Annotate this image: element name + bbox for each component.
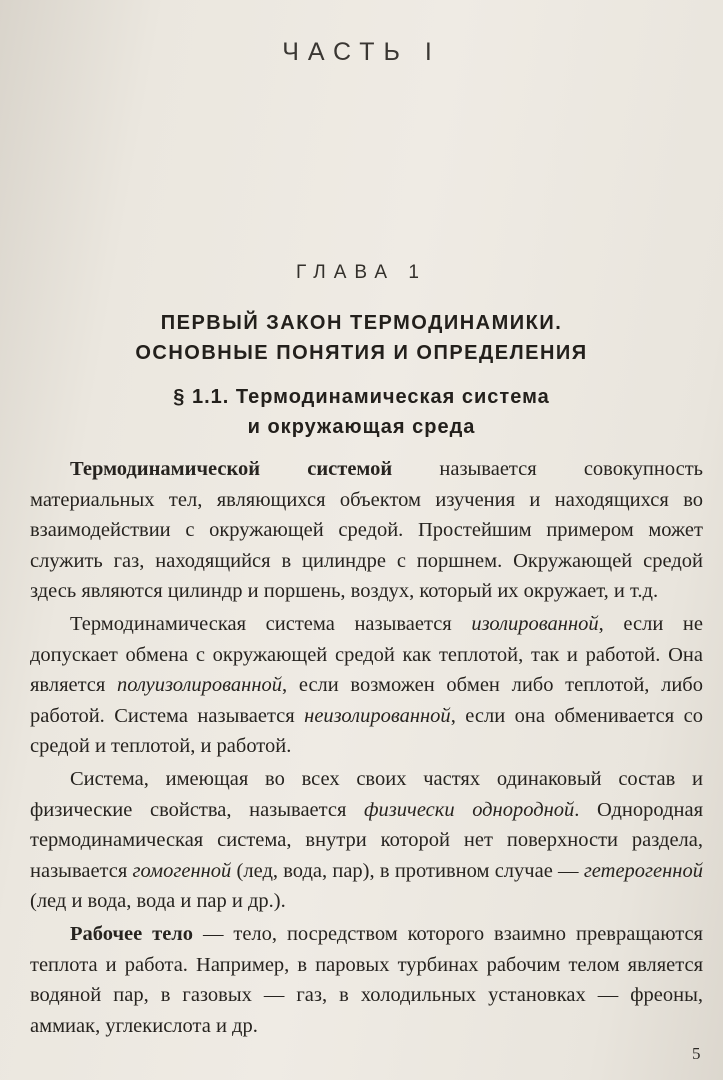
term-isolated: изолированной (471, 612, 599, 635)
paragraph-text: (лед, вода, пар), в противном случае — (231, 859, 584, 882)
body-text (30, 454, 703, 1043)
term-thermodynamic-system: Термодинамической системой (70, 458, 393, 480)
paragraph-isolation (30, 609, 703, 762)
term-heterogeneous: гетерогенной (583, 859, 703, 882)
chapter-label: ГЛАВА 1 (296, 262, 427, 283)
paragraph-text: Система, имеющая во всех своих частях одинаковый состав и физические свойства, называется (30, 767, 703, 821)
term-working-body: Рабочее тело (70, 922, 194, 945)
paragraph-text: (лед и вода, вода и пар и др.). (30, 890, 286, 913)
section-title (0, 382, 723, 442)
term-physically-homogeneous: физически однородной (364, 798, 575, 821)
page-number: 5 (692, 1044, 701, 1063)
paragraph-text: , если она обменивается со средой и теплотой, и работой. (30, 704, 704, 758)
term-semi-isolated: полуизолированной (117, 674, 283, 697)
section-title-line-2: и окружающая среда (247, 416, 476, 438)
part-title: ЧАСТЬ I (282, 38, 441, 66)
paragraph-homogeneity (30, 764, 703, 917)
paragraph-text: , если не допускает обмена с окружающей средой как теплотой, так и работой. Она является (30, 612, 703, 697)
paragraph-working-body (30, 919, 703, 1041)
paragraph-text: , если возможен обмен либо теплотой, либо работой. Система называется (30, 674, 703, 727)
term-non-isolated: неизолированной (304, 704, 451, 727)
paragraph-text: — тело, посредством которого взаимно превращаются теплота и работа. Например, в паровых турбинах рабочим телом является водяной пар, в газовых — газ, в холодильных установках — фреоны, аммиак, углекислота и др. (30, 922, 703, 1037)
chapter-title (0, 308, 723, 368)
paragraph-text: Термодинамическая система называется (70, 612, 472, 635)
chapter-title-line-1: ПЕРВЫЙ ЗАКОН ТЕРМОДИНАМИКИ. (160, 312, 563, 334)
section-title-line-1: § 1.1. Термодинамическая система (173, 386, 550, 408)
term-homogeneous: гомогенной (132, 859, 232, 882)
chapter-title-line-2: ОСНОВНЫЕ ПОНЯТИЯ И ОПРЕДЕЛЕНИЯ (135, 342, 588, 364)
paragraph-text: . Однородная термодинамическая система, внутри которой нет поверхности раздела, называется (30, 798, 703, 882)
paragraph-text: называется совокупность материальных тел, являющихся объектом изучения и находящихся во взаимодействии с окружающей средой. Простейшим примером может служить газ, находящийся в цилиндре с поршнем. Окружающей средой здесь являются цилиндр и поршень, воздух, который их окружает, и т.д. (30, 458, 704, 603)
paragraph-system-definition (30, 454, 703, 607)
